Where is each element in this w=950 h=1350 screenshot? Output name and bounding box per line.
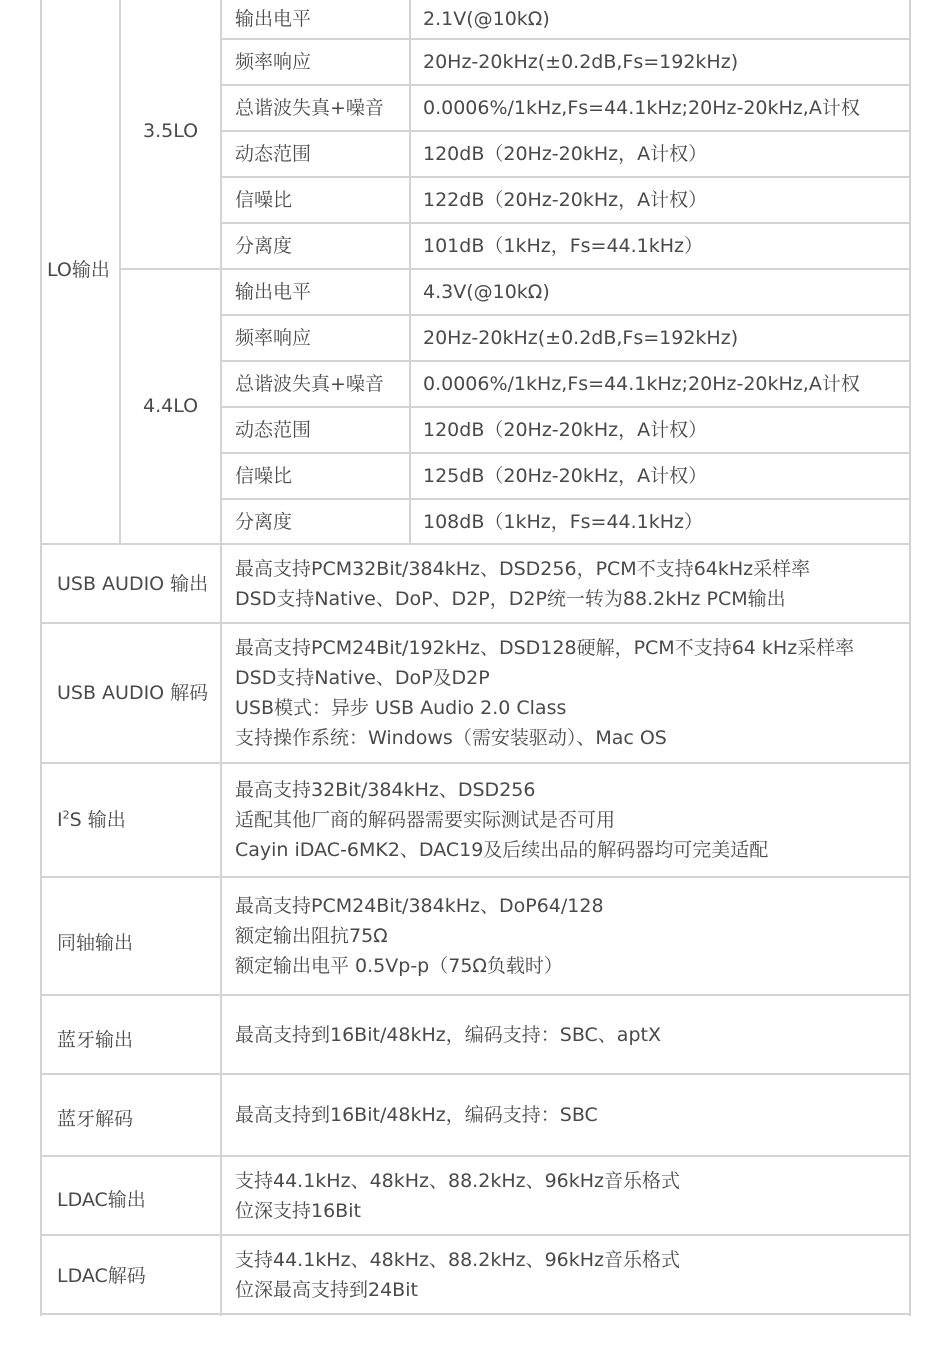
- section-label-bluetooth-output: 蓝牙输出: [57, 1029, 134, 1051]
- param-value: 120dB（20Hz-20kHz，A计权）: [423, 143, 708, 165]
- param-value: 101dB（1kHz，Fs=44.1kHz）: [423, 235, 704, 257]
- i2s-label: $I^2S$ 输出: [57, 808, 126, 831]
- value-line: DSD支持Native、DoP及D2P: [235, 667, 490, 689]
- param-label: 输出电平: [235, 281, 312, 303]
- value-line: 支持44.1kHz、48kHz、88.2kHz、96kHz音乐格式: [235, 1248, 681, 1271]
- param-label: 总谐波失真+噪音: [235, 97, 384, 119]
- param-label: 分离度: [235, 510, 293, 533]
- section-value-usb-audio-decode: [235, 624, 854, 762]
- value-line: 适配其他厂商的解码器需要实际测试是否可用: [235, 809, 616, 831]
- value-line: 额定输出电平 0.5Vp-p（75Ω负载时）: [235, 955, 563, 977]
- param-value: 108dB（1kHz，Fs=44.1kHz）: [423, 510, 704, 533]
- section-label-usb-audio-output: USB AUDIO 输出: [57, 572, 209, 595]
- param-value: 125dB（20Hz-20kHz，A计权）: [423, 465, 708, 487]
- value-line: 位深最高支持到24Bit: [235, 1278, 418, 1301]
- param-value: 2.1V(@10kΩ): [423, 8, 550, 30]
- table-border-left: [40, 0, 42, 1316]
- lo-output-label: LO输出: [47, 259, 110, 281]
- param-label: 信噪比: [235, 189, 293, 211]
- value-line: 最高支持到16Bit/48kHz，编码支持：SBC: [235, 1104, 598, 1126]
- section-label-coaxial-output: 同轴输出: [57, 932, 134, 954]
- param-value: 0.0006%/1kHz,Fs=44.1kHz;20Hz-20kHz,A计权: [423, 373, 860, 395]
- value-line: 最高支持PCM32Bit/384kHz、DSD256，PCM不支持64kHz采样率: [235, 557, 811, 580]
- section-value-bluetooth-output: [235, 996, 661, 1073]
- section-label-i2s-output: [57, 764, 126, 876]
- section-value-coaxial-output: [235, 878, 604, 994]
- value-line: 支持操作系统：Windows（需安装驱动）、Mac OS: [235, 727, 667, 749]
- param-value: 20Hz-20kHz(±0.2dB,Fs=192kHz): [423, 327, 739, 349]
- value-line: 最高支持到16Bit/48kHz，编码支持：SBC、aptX: [235, 1023, 661, 1046]
- param-label: 信噪比: [235, 465, 293, 487]
- section-label-usb-audio-decode: USB AUDIO 解码: [57, 682, 209, 704]
- table-divider-param: [220, 0, 222, 1316]
- section-value-bluetooth-decode: [235, 1075, 598, 1155]
- lo-group-label-4-4: 4.4LO: [143, 395, 199, 417]
- value-line: Cayin iDAC-6MK2、DAC19及后续出品的解码器均可完美适配: [235, 839, 769, 861]
- section-label-bluetooth-decode: 蓝牙解码: [57, 1108, 134, 1130]
- section-value-ldac-decode: [235, 1236, 680, 1313]
- section-value-i2s-output: [235, 764, 768, 876]
- value-line: 最高支持PCM24Bit/192kHz、DSD128硬解，PCM不支持64 kHz采样率: [235, 637, 855, 659]
- param-label: 分离度: [235, 235, 293, 257]
- value-line: USB模式：异步 USB Audio 2.0 Class: [235, 697, 567, 719]
- section-value-ldac-output: [235, 1157, 680, 1234]
- table-divider-value: [409, 0, 411, 545]
- param-value: 120dB（20Hz-20kHz，A计权）: [423, 419, 708, 441]
- section-label-ldac-decode: LDAC解码: [57, 1265, 146, 1287]
- param-value: 20Hz-20kHz(±0.2dB,Fs=192kHz): [423, 51, 739, 73]
- param-label: 频率响应: [235, 51, 312, 73]
- table-divider-lo-group: [119, 0, 121, 545]
- value-line: 位深支持16Bit: [235, 1199, 361, 1222]
- param-label: 总谐波失真+噪音: [235, 373, 384, 395]
- table-border-bottom: [40, 1313, 911, 1315]
- lo-group-label-3-5: 3.5LO: [143, 120, 199, 142]
- param-value: 0.0006%/1kHz,Fs=44.1kHz;20Hz-20kHz,A计权: [423, 97, 860, 119]
- value-line: 最高支持32Bit/384kHz、DSD256: [235, 779, 536, 801]
- param-label: 频率响应: [235, 327, 312, 349]
- section-label-ldac-output: LDAC输出: [57, 1188, 146, 1211]
- param-label: 动态范围: [235, 143, 312, 165]
- value-line: DSD支持Native、DoP、D2P，D2P统一转为88.2kHz PCM输出: [235, 587, 786, 610]
- section-value-usb-audio-output: [235, 545, 810, 622]
- param-value: 4.3V(@10kΩ): [423, 281, 550, 303]
- table-border-right: [909, 0, 911, 1316]
- param-value: 122dB（20Hz-20kHz，A计权）: [423, 189, 708, 211]
- value-line: 额定输出阻抗75Ω: [235, 925, 388, 947]
- value-line: 支持44.1kHz、48kHz、88.2kHz、96kHz音乐格式: [235, 1169, 681, 1192]
- value-line: 最高支持PCM24Bit/384kHz、DoP64/128: [235, 895, 604, 917]
- param-label: 动态范围: [235, 419, 312, 441]
- param-label: 输出电平: [235, 8, 312, 30]
